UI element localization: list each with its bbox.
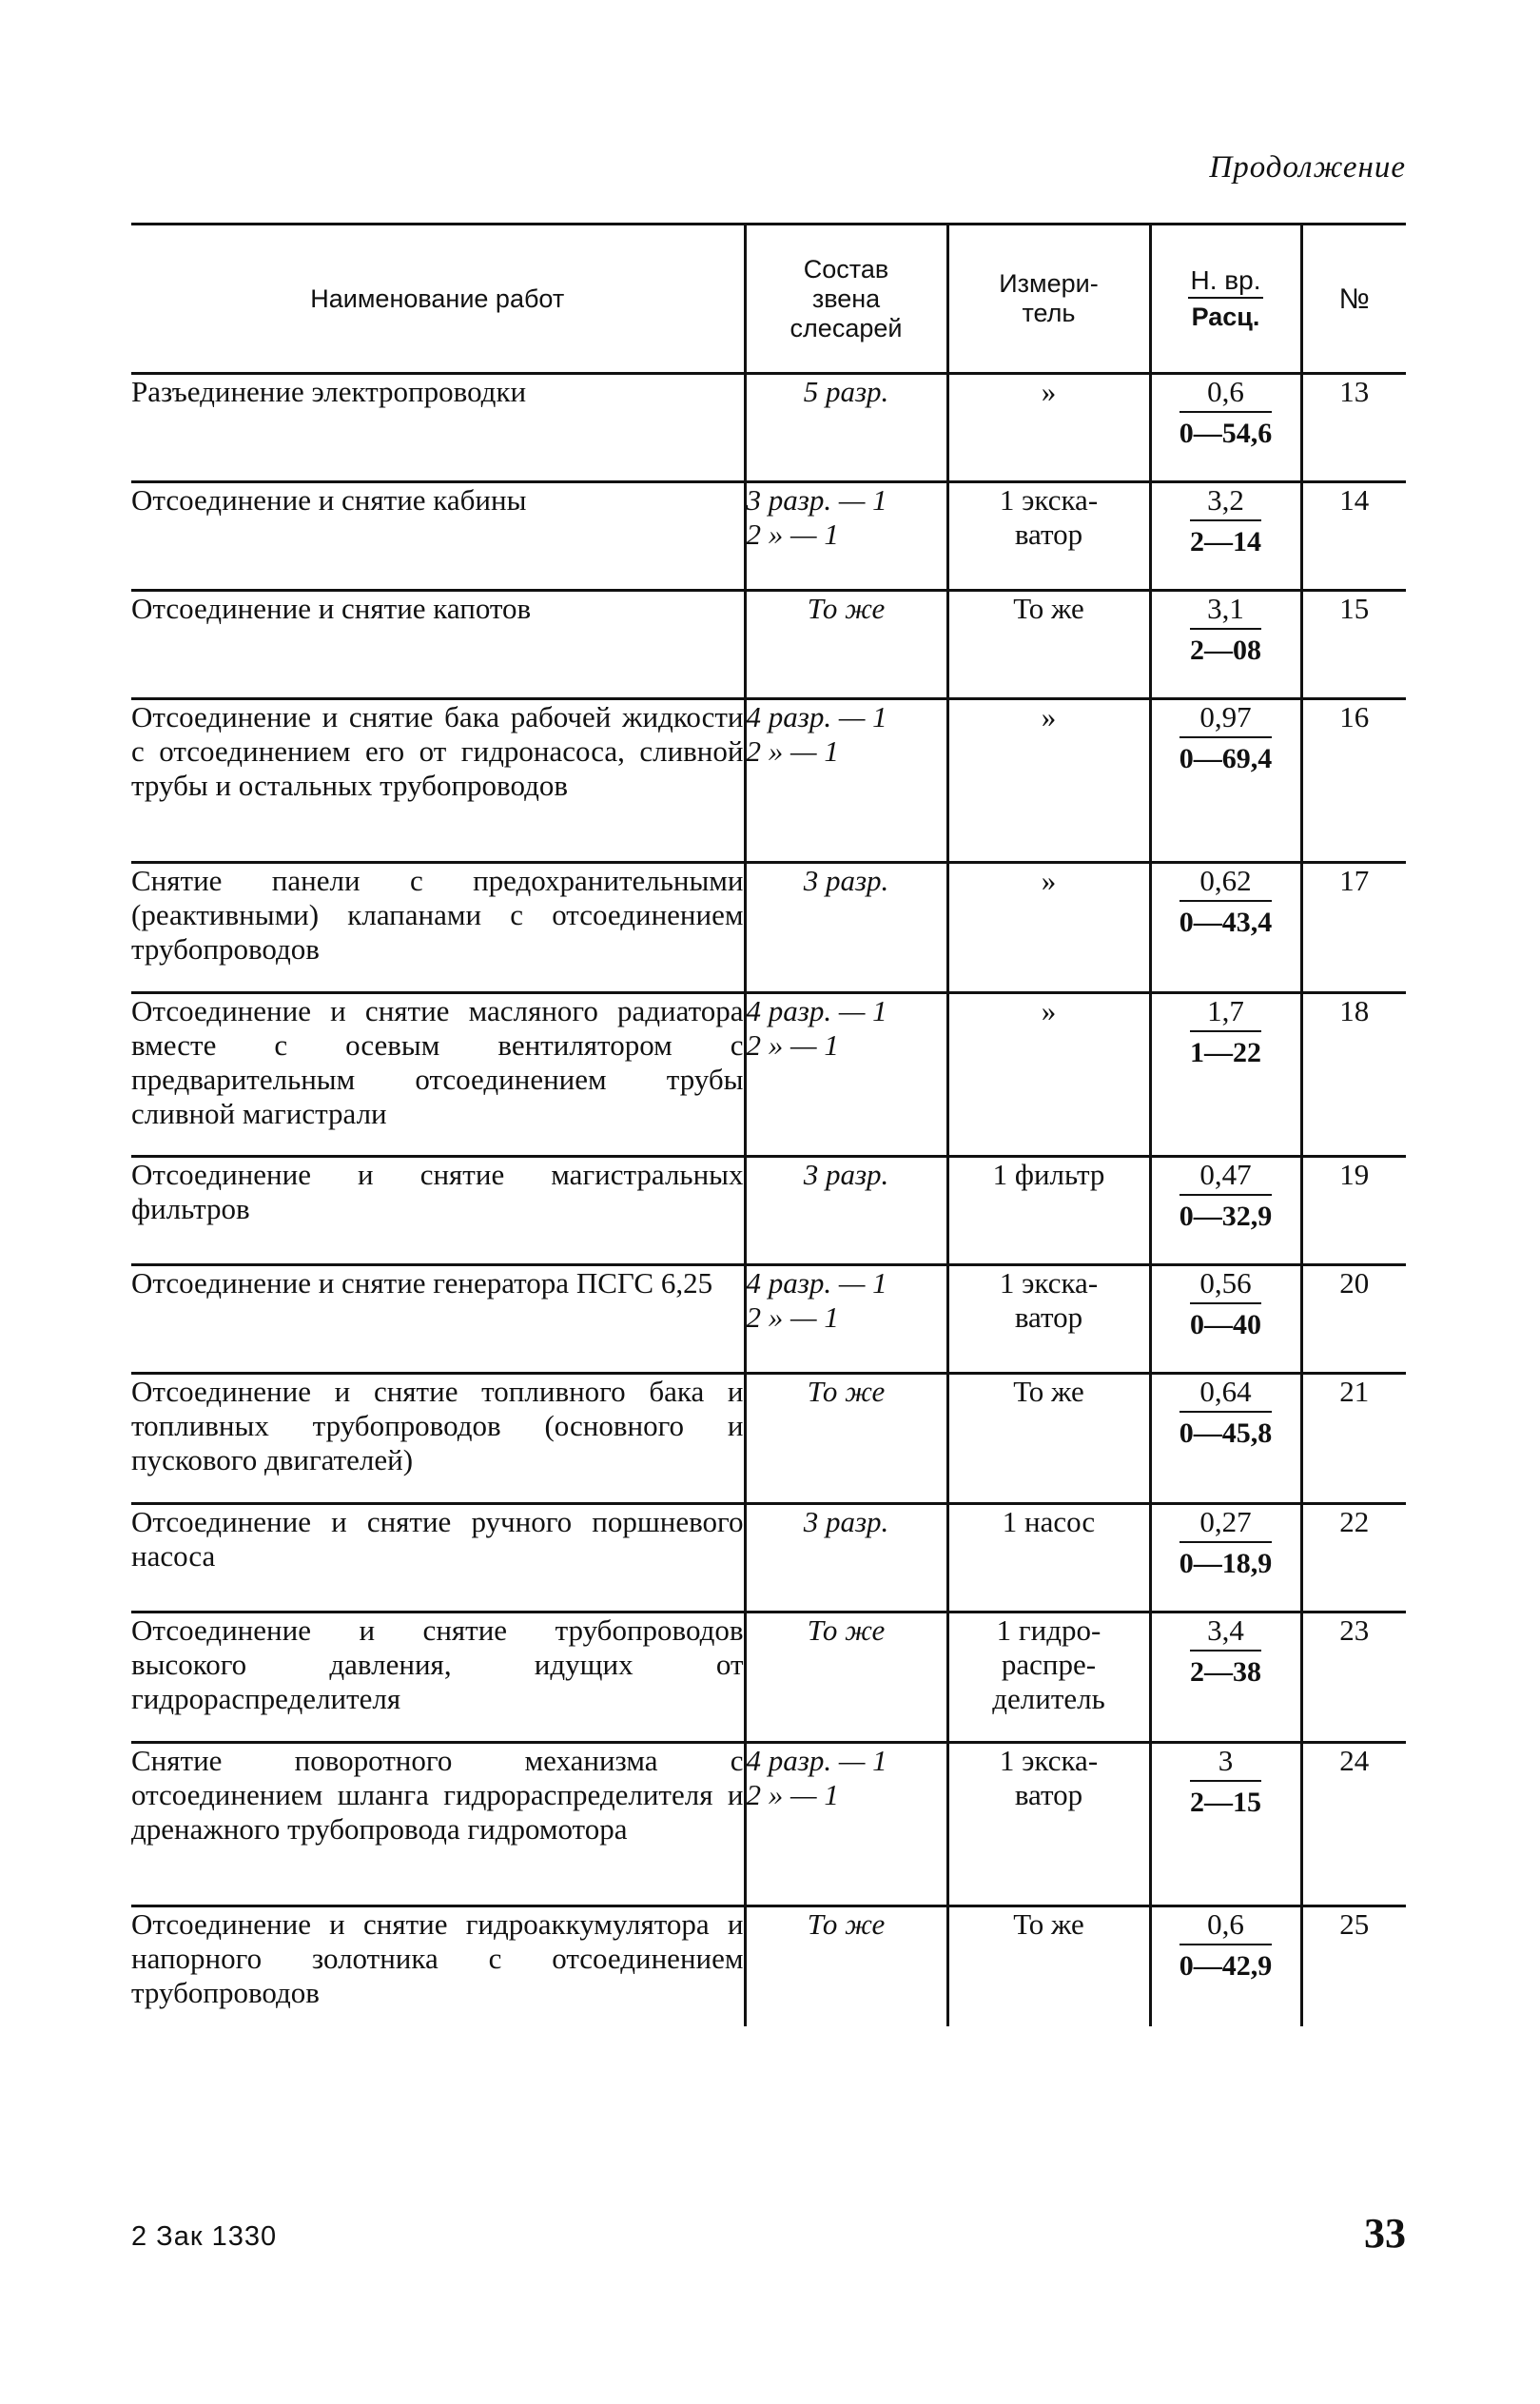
norm-fraction [1190, 1266, 1261, 1342]
column-header-unit [947, 225, 1150, 374]
crew-line: 2 » — 1 [746, 1778, 839, 1811]
norm-time: 0,62 [1179, 864, 1273, 902]
work-name-cell: Отсоединение и снятие ручного поршневого насоса [131, 1505, 744, 1573]
crew-cell [745, 1504, 947, 1612]
norm-rate: 0—45,8 [1179, 1417, 1273, 1449]
unit-text: » [1041, 375, 1057, 408]
norm-cell [1150, 1743, 1301, 1906]
norm-cell [1150, 374, 1301, 482]
table-row [131, 1612, 1406, 1743]
norm-fraction [1179, 1505, 1273, 1581]
crew-line: То же [807, 1375, 886, 1408]
crew-cell [745, 699, 947, 863]
unit-text: » [1041, 864, 1057, 897]
crew-cell [745, 863, 947, 993]
norm-fraction [1179, 375, 1273, 451]
column-header-name: Наименование работ [310, 283, 565, 313]
crew-line: 2 » — 1 [746, 518, 839, 551]
row-number-cell: 23 [1301, 1612, 1406, 1743]
table-body [131, 374, 1406, 2026]
crew-line: То же [807, 1907, 886, 1941]
work-name-cell: Отсоединение и снятие магистральных фильтров [131, 1158, 744, 1225]
crew-line: 3 разр. — 1 [746, 483, 887, 517]
norm-rate: 0—32,9 [1179, 1201, 1273, 1232]
crew-cell [745, 1906, 947, 2026]
crew-line: 3 разр. [803, 1505, 889, 1538]
continued-label: Продолжение [1209, 150, 1406, 185]
crew-line: 5 разр. [803, 375, 889, 408]
table-row [131, 482, 1406, 591]
norm-rate: 0—43,4 [1179, 907, 1273, 938]
row-number-cell: 16 [1301, 699, 1406, 863]
work-name-cell: Отсоединение и снятие трубопроводов высокого давления, идущих от гидрораспределителя [131, 1613, 744, 1715]
norm-rate: 0—69,4 [1179, 743, 1273, 774]
crew-cell [745, 591, 947, 699]
unit-cell [947, 1265, 1150, 1374]
unit-text: 1 гидро-распре-делитель [992, 1613, 1105, 1715]
norm-fraction [1190, 994, 1261, 1070]
norm-rate: 2—08 [1190, 635, 1261, 666]
table-row [131, 699, 1406, 863]
column-header-crew [745, 225, 947, 374]
table-row [131, 1374, 1406, 1504]
table-row [131, 993, 1406, 1157]
unit-text: 1 экска-ватор [999, 1266, 1099, 1334]
unit-text: 1 экска-ватор [999, 1744, 1099, 1811]
norm-cell [1150, 1612, 1301, 1743]
unit-text: » [1041, 994, 1057, 1027]
norm-fraction [1179, 700, 1273, 776]
row-number-cell: 18 [1301, 993, 1406, 1157]
unit-text: 1 фильтр [992, 1158, 1105, 1191]
column-header-norm-rate: Расц. [1191, 303, 1260, 331]
norm-rate: 0—54,6 [1179, 418, 1273, 449]
work-name-cell: Отсоединение и снятие бака рабочей жидкости с отсоединением его от гидронасоса, сливной трубы и остальных трубопроводов [131, 700, 744, 802]
norm-time: 0,6 [1179, 1907, 1273, 1945]
crew-cell [745, 1743, 947, 1906]
crew-cell [745, 1612, 947, 1743]
norm-cell [1150, 482, 1301, 591]
row-number-cell: 13 [1301, 374, 1406, 482]
work-name-cell: Отсоединение и снятие масляного радиатора вместе с осевым вентилятором с предварительным отсоединением трубы сливной магистрали [131, 994, 744, 1130]
row-number-cell: 25 [1301, 1906, 1406, 2026]
work-name-cell: Снятие поворотного механизма с отсоединением шланга гидрораспределителя и дренажного трубопровода гидромотора [131, 1744, 744, 1846]
crew-cell [745, 1157, 947, 1265]
crew-cell [745, 1265, 947, 1374]
table-row [131, 374, 1406, 482]
norm-rate: 2—15 [1190, 1787, 1261, 1818]
norm-fraction [1179, 864, 1273, 940]
table-row [131, 1157, 1406, 1265]
norm-time: 0,56 [1190, 1266, 1261, 1304]
norm-time: 3,2 [1190, 483, 1261, 521]
norm-rate: 0—42,9 [1179, 1950, 1273, 1982]
row-number-cell: 17 [1301, 863, 1406, 993]
unit-cell [947, 863, 1150, 993]
work-name-cell: Отсоединение и снятие гидроаккумулятора и напорного золотника с отсоединением трубопроводов [131, 1907, 744, 2009]
crew-line: 4 разр. — 1 [746, 1744, 887, 1777]
norm-cell [1150, 1157, 1301, 1265]
unit-text: 1 насос [1002, 1505, 1096, 1538]
row-number-cell: 14 [1301, 482, 1406, 591]
crew-line: То же [807, 1613, 886, 1647]
norm-rate: 1—22 [1190, 1037, 1261, 1068]
table-row [131, 1906, 1406, 2026]
unit-cell [947, 1612, 1150, 1743]
crew-cell [745, 1374, 947, 1504]
norm-fraction [1179, 1375, 1273, 1451]
norm-time: 3,4 [1190, 1613, 1261, 1652]
norm-time: 0,64 [1179, 1375, 1273, 1413]
table-row [131, 863, 1406, 993]
column-header-unit-text: Измери-тель [999, 269, 1099, 327]
table-row [131, 1265, 1406, 1374]
norm-cell [1150, 699, 1301, 863]
norm-fraction [1190, 483, 1261, 559]
row-number-cell: 21 [1301, 1374, 1406, 1504]
unit-text: 1 экска-ватор [999, 483, 1099, 551]
norm-fraction [1179, 1158, 1273, 1234]
table-row [131, 591, 1406, 699]
row-number-cell: 19 [1301, 1157, 1406, 1265]
norm-rate: 0—18,9 [1179, 1548, 1273, 1579]
work-name-cell: Отсоединение и снятие генератора ПСГС 6,25 [131, 1266, 713, 1300]
crew-line: 2 » — 1 [746, 734, 839, 768]
work-name-cell: Разъединение электропроводки [131, 375, 527, 408]
crew-cell [745, 374, 947, 482]
norm-cell [1150, 863, 1301, 993]
norm-time: 0,6 [1179, 375, 1273, 413]
norm-fraction [1179, 1907, 1273, 1984]
unit-text: То же [1013, 592, 1084, 625]
unit-cell [947, 1743, 1150, 1906]
unit-cell [947, 482, 1150, 591]
crew-line: 4 разр. — 1 [746, 1266, 887, 1300]
unit-cell [947, 1504, 1150, 1612]
unit-text: » [1041, 700, 1057, 733]
work-name-cell: Отсоединение и снятие кабины [131, 483, 527, 517]
norm-rate: 2—38 [1190, 1656, 1261, 1688]
unit-text: То же [1013, 1907, 1084, 1941]
norm-cell [1150, 1265, 1301, 1374]
crew-line: То же [807, 592, 886, 625]
unit-cell [947, 1374, 1150, 1504]
unit-text: То же [1013, 1375, 1084, 1408]
print-order-note: 2 Зак 1330 [131, 2221, 278, 2252]
crew-line: 2 » — 1 [746, 1028, 839, 1062]
norm-rate: 2—14 [1190, 526, 1261, 557]
unit-cell [947, 374, 1150, 482]
norm-time: 0,27 [1179, 1505, 1273, 1543]
norm-fraction [1190, 1613, 1261, 1690]
norm-time: 0,47 [1179, 1158, 1273, 1196]
norm-cell [1150, 1906, 1301, 2026]
norm-time: 1,7 [1190, 994, 1261, 1032]
work-name-cell: Снятие панели с предохранительными (реактивными) клапанами с отсоединением трубопроводов [131, 864, 744, 966]
unit-cell [947, 591, 1150, 699]
norm-time: 3,1 [1190, 592, 1261, 630]
work-norms-table [131, 223, 1406, 2026]
column-header-crew-text: Состав звена слесарей [789, 254, 903, 342]
crew-cell [745, 993, 947, 1157]
table-row [131, 1743, 1406, 1906]
norm-rate: 0—40 [1190, 1309, 1261, 1340]
norm-cell [1150, 591, 1301, 699]
norm-time: 0,97 [1179, 700, 1273, 738]
unit-cell [947, 1906, 1150, 2026]
column-header-number: № [1301, 225, 1406, 374]
work-name-cell: Отсоединение и снятие топливного бака и топливных трубопроводов (основного и пускового двигателей) [131, 1375, 744, 1476]
norm-cell [1150, 1504, 1301, 1612]
unit-cell [947, 1157, 1150, 1265]
row-number-cell: 15 [1301, 591, 1406, 699]
work-name-cell: Отсоединение и снятие капотов [131, 592, 532, 625]
norm-cell [1150, 1374, 1301, 1504]
norm-time: 3 [1190, 1744, 1261, 1782]
unit-cell [947, 993, 1150, 1157]
crew-line: 4 разр. — 1 [746, 994, 887, 1027]
row-number-cell: 20 [1301, 1265, 1406, 1374]
crew-line: 3 разр. [803, 864, 889, 897]
page-number: 33 [1364, 2210, 1406, 2257]
row-number-cell: 22 [1301, 1504, 1406, 1612]
unit-cell [947, 699, 1150, 863]
norm-fraction [1190, 1744, 1261, 1820]
column-header-norm-time: Н. вр. [1188, 265, 1262, 299]
table-row [131, 1504, 1406, 1612]
crew-line: 4 разр. — 1 [746, 700, 887, 733]
crew-cell [745, 482, 947, 591]
table-header [131, 225, 1406, 374]
norm-cell [1150, 993, 1301, 1157]
crew-line: 2 » — 1 [746, 1300, 839, 1334]
norm-fraction [1190, 592, 1261, 668]
column-header-norm [1150, 225, 1301, 374]
row-number-cell: 24 [1301, 1743, 1406, 1906]
crew-line: 3 разр. [803, 1158, 889, 1191]
